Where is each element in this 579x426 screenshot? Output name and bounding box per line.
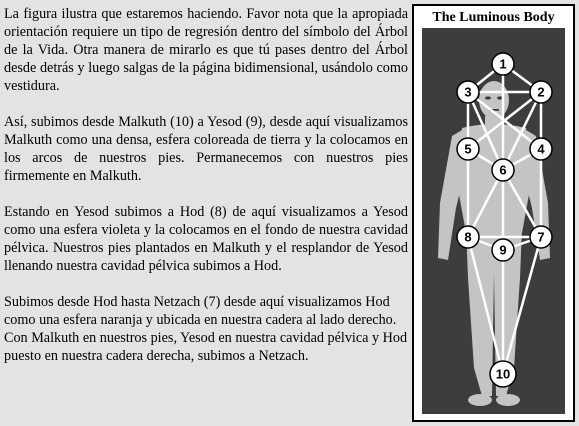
svg-text:6: 6 [499,162,507,178]
sephirah-node-10 [490,361,516,387]
sephirah-node-9 [492,239,514,261]
svg-text:1: 1 [499,56,507,72]
paragraph-hod-netzach: Subimos desde Hod hasta Netzach (7) desde aquí visualizamos Hod como una esfera naranja y ubicada en nuestra cadera al lado derecho. Con Malkuth en nuestros pies, Yesod en nuestra cavidad pélvica y Hod puesto en nuestra cadera derecha, subimos a Netzach. [4,294,408,364]
svg-text:8: 8 [464,229,472,245]
paragraph-yesod-hod: Estando en Yesod subimos a Hod (8) de aquí visualizamos a Yesod como una esfera violeta y la colocamos en el fondo de nuestra cavidad pélvica. Nuestros pies plantados en Malkuth y el resplandor de Yesod llenando nuestra cavidad pélvica subimos a Hod. [4,204,408,274]
paragraph-malkuth-yesod: Así, subimos desde Malkuth (10) a Yesod (9), desde aquí visualizamos Malkuth como una densa, esfera coloreada de tierra y la colocamos en los arcos de nuestros pies. Permanecemos con nuestros pies firmemente en Malkuth. [4,114,408,184]
sephirah-node-2 [530,81,552,103]
sephirah-node-1 [492,53,514,75]
svg-text:2: 2 [537,84,545,100]
svg-text:4: 4 [537,141,545,157]
svg-text:5: 5 [464,141,472,157]
figure-title: The Luminous Body [432,10,555,25]
sephirah-node-3 [457,81,479,103]
svg-text:7: 7 [537,229,545,245]
svg-text:3: 3 [464,84,472,100]
svg-text:9: 9 [499,242,507,258]
sephirah-node-8 [457,226,479,248]
figure-panel [422,28,565,414]
sephirah-node-4 [530,138,552,160]
sephirah-node-5 [457,138,479,160]
svg-text:10: 10 [495,366,511,382]
sephirah-node-6 [492,159,514,181]
article-text [4,5,408,383]
tree-of-life-body-diagram [422,28,565,416]
paragraph-intro: La figura ilustra que estaremos haciendo. Favor nota que la apropiada orientación requiere un tipo de regresión dentro del símbolo del Árbol de la Vida. Otra manera de mirarlo es que tú pases dentro del Árbol desde detrás y luego salgas de la página bidimensional, usándolo como vestidura. [4,6,408,94]
luminous-body-figure [412,4,575,422]
sephirah-node-7 [530,226,552,248]
